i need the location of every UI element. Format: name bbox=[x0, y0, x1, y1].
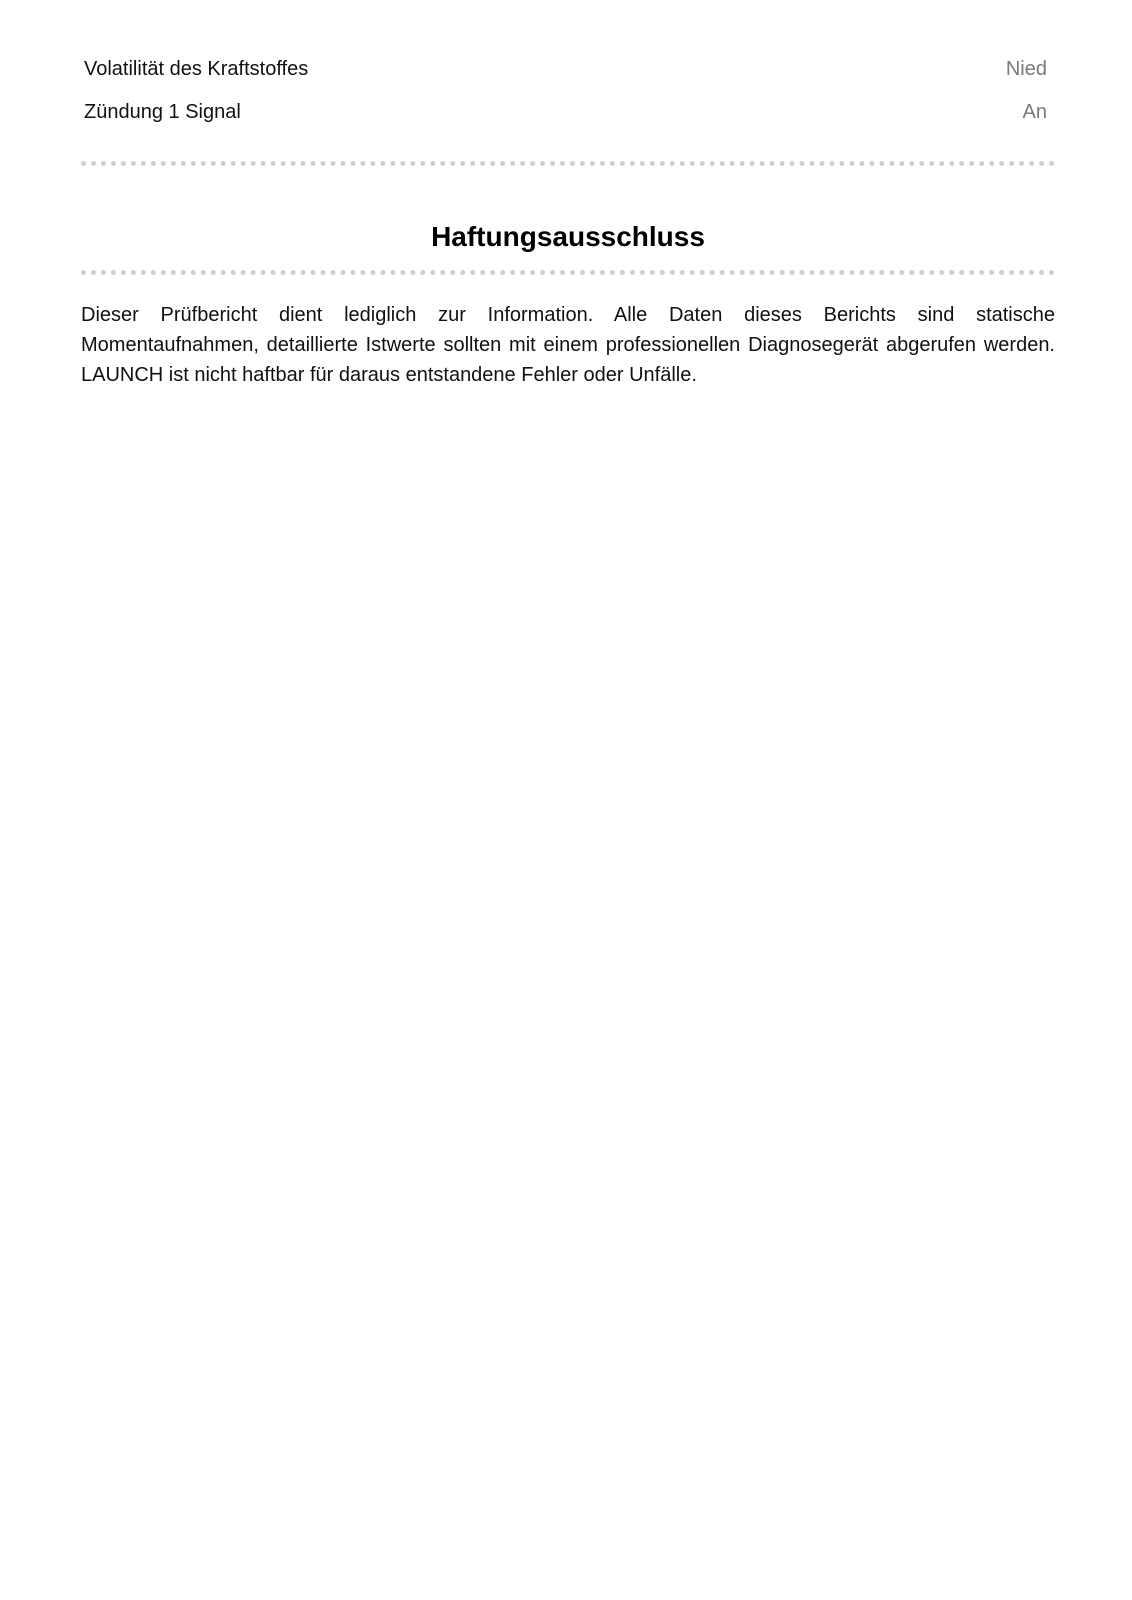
disclaimer-text: Dieser Prüfbericht dient lediglich zur Information. Alle Daten dieses Berichts sind statische Momentaufnahmen, detaillierte Istwerte sollten mit einem professionellen Diagnosegerät abgerufen werden. LAUNCH ist nicht haftbar für daraus entstandene Fehler oder Unfälle. bbox=[81, 304, 1055, 386]
disclaimer-title: Haftungsausschluss bbox=[431, 221, 705, 252]
parameter-name: Volatilität des Kraftstoffes bbox=[84, 58, 309, 80]
parameter-list bbox=[81, 58, 1055, 144]
parameter-value: An bbox=[1022, 101, 1047, 123]
parameter-row bbox=[81, 101, 1055, 144]
report-page bbox=[81, 0, 1055, 410]
parameter-name: Zündung 1 Signal bbox=[84, 101, 241, 123]
section-divider bbox=[81, 161, 1055, 166]
parameter-value: Nied bbox=[1005, 58, 1047, 80]
title-divider bbox=[81, 270, 1055, 275]
parameter-row bbox=[81, 58, 1055, 101]
